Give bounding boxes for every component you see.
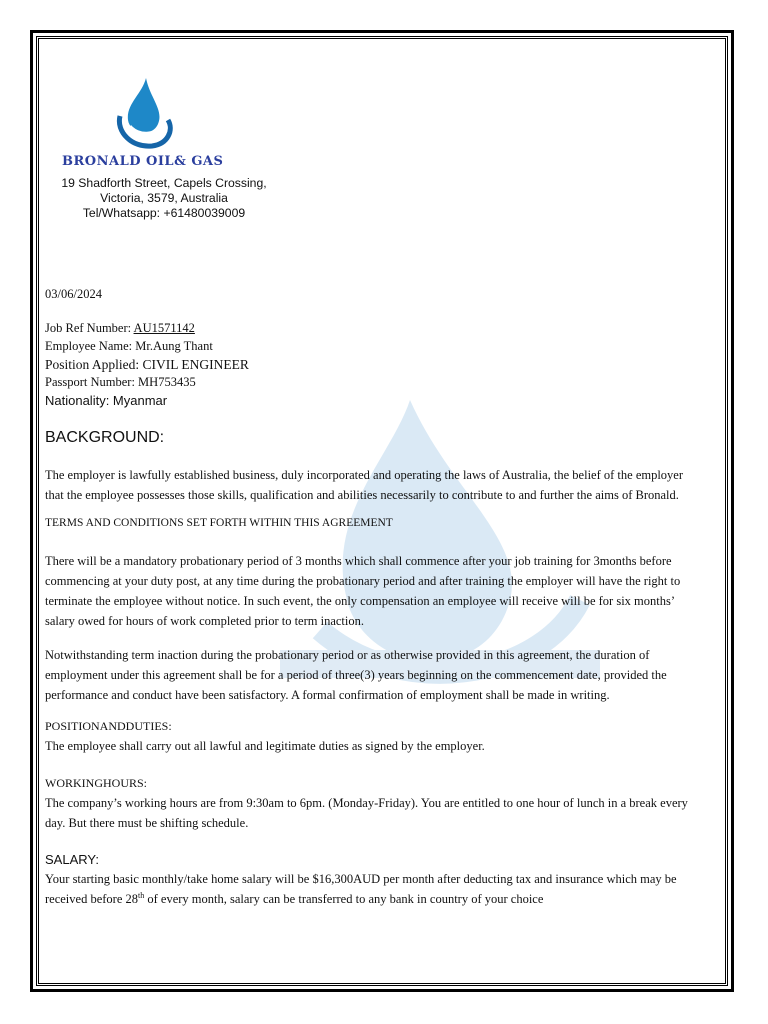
company-address (44, 176, 284, 221)
duties-heading: POSITIONANDDUTIES: (45, 719, 172, 733)
position-applied: Position Applied: CIVIL ENGINEER (45, 357, 249, 372)
salary-text-main: Your starting basic monthly/take home salary will be $16,300AUD per month after deducting tax and insurance which may be received before 28 (45, 872, 677, 906)
salary-superscript: th (138, 890, 145, 900)
terms-heading: TERMS AND CONDITIONS SET FORTH WITHIN THIS AGREEMENT (45, 517, 393, 529)
nationality: Nationality: Myanmar (45, 393, 168, 408)
duties-text: The employee shall carry out all lawful and legitimate duties as signed by the employer. (45, 739, 485, 753)
hours-text: The company’s working hours are from 9:30am to 6pm. (Monday-Friday). You are entitled to one hour of lunch in a break every day. But there must be shifting schedule. (45, 796, 688, 830)
passport-number: Passport Number: MH753435 (45, 375, 196, 389)
background-heading: BACKGROUND: (45, 429, 165, 446)
water-drop-logo-icon (112, 76, 174, 152)
address-line-3: Tel/Whatsapp: +61480039009 (82, 206, 246, 220)
address-line-2: Victoria, 3579, Australia (100, 191, 228, 205)
salary-heading: SALARY: (45, 852, 99, 867)
terms-paragraph-2: Notwithstanding term inaction during the probationary period or as otherwise provided in this agreement, the duration of employment under this agreement shall be for a period of three(3) years beginning on the commencement date, provided the performance and conduct have been satisfactory. A formal confirmation of employment shall be made in writing. (45, 648, 667, 702)
job-ref-label: Job Ref Number: (45, 321, 134, 335)
background-text: The employer is lawfully established business, duly incorporated and operating the laws of Australia, the belief of the employer that the employee possesses those skills, qualification and abilities necessarily to contribute to and further the aims of Bronald. (45, 468, 684, 502)
salary-text (45, 869, 701, 909)
employee-name: Employee Name: Mr.Aung Thant (45, 339, 213, 353)
address-line-1: 19 Shadforth Street, Capels Crossing, (61, 176, 267, 190)
company-name: BRONALD OIL& GAS (62, 154, 224, 169)
terms-paragraph-1: There will be a mandatory probationary period of 3 months which shall commence after your job training for 3months before commencing at your duty post, at any time during the probationary period and after training the employer will have the right to terminate the employee without notice. In such event, the only compensation an employee will receive will be for six months’ salary owed for hours of work completed prior to term inaction. (45, 554, 681, 628)
hours-heading: WORKINGHOURS: (45, 776, 147, 790)
letter-date: 03/06/2024 (45, 287, 102, 301)
salary-text-end: of every month, salary can be transferred to any bank in country of your choice (144, 892, 544, 906)
job-ref-line (45, 321, 195, 336)
job-ref-value: AU1571142 (133, 321, 195, 335)
